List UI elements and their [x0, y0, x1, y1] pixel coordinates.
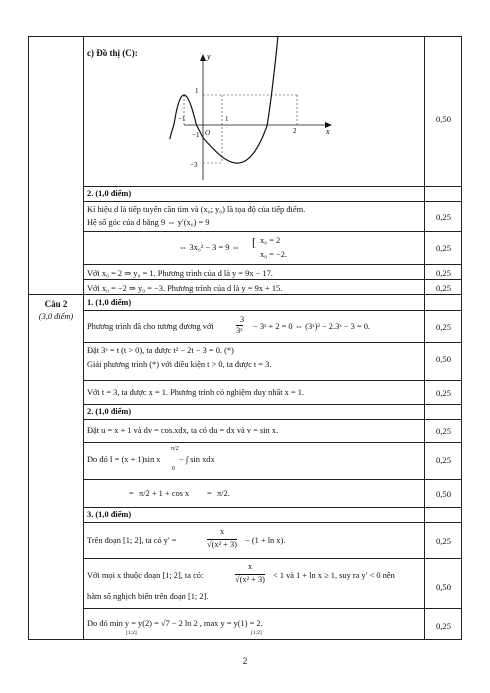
svg-text:−1: −1 [192, 131, 200, 139]
row-divider [83, 380, 461, 381]
row-divider [83, 342, 461, 343]
row-divider [83, 279, 461, 280]
score: 0,25 [435, 322, 452, 332]
score: 0,50 [435, 489, 452, 499]
question-2-3-title: 3. (1,0 điểm) [87, 510, 132, 519]
row-divider [83, 442, 461, 443]
min-subscript: [1;2] [126, 630, 137, 636]
q1-2-line1: Kí hiệu d là tiếp tuyến cần tìm và (x₀; y₀) là tọa độ của tiếp điểm. [87, 205, 306, 214]
score: 0,25 [435, 621, 452, 631]
q2-3-line3: hàm số nghịch biến trên đoạn [1; 2]. [87, 592, 209, 601]
row-divider [29, 294, 461, 295]
svg-text:−3: −3 [190, 161, 198, 169]
part-c-title: c) Đồ thị (C): [87, 48, 138, 58]
limit-bottom: 0 [172, 466, 175, 472]
svg-text:y: y [207, 52, 211, 61]
q1-2-case1: x₀ = 2 [260, 236, 281, 245]
question-1-2-title: 2. (1,0 điểm) [87, 189, 132, 198]
score: 0,25 [435, 388, 452, 398]
row-divider [83, 419, 461, 420]
q2-2-line1: Đặt u = x + 1 và dv = cos.xdx, ta có du = dx và v = sin x. [87, 426, 279, 435]
fraction-numerator: x [220, 527, 225, 536]
score: 0,50 [435, 114, 452, 124]
score: 0,25 [435, 243, 452, 253]
score: 0,25 [435, 455, 452, 465]
row-divider [83, 479, 461, 480]
score: 0,25 [435, 212, 452, 222]
svg-text:−1: −1 [178, 115, 186, 123]
q2-1-line4: Với t = 3, ta được x = 1. Phương trình có nghiệm duy nhất x = 1. [87, 388, 305, 397]
function-graph [29, 37, 463, 187]
q1-2-line5: Với x₀ = −2 ⇒ y₀ = −3. Phương trình của d là y = 9x + 15. [87, 284, 283, 293]
q2-3-line1-a: Trên đoạn [1; 2], ta có y′ = [87, 536, 177, 545]
row-divider [83, 231, 461, 232]
svg-text:x: x [326, 127, 330, 136]
q2-2-eq1: = [129, 489, 134, 498]
q1-2-line2: Hệ số góc của d bằng 9 ⇔ y′(x₀) = 9 [87, 218, 210, 227]
q2-3-line1-b: − (1 + ln x). [245, 536, 286, 545]
page-number: 2 [242, 656, 248, 666]
max-subscript: [1;2] [251, 630, 262, 636]
row-divider [83, 608, 461, 609]
row-divider [83, 558, 461, 559]
limit-top: π/2 [171, 446, 179, 452]
svg-text:1: 1 [195, 87, 199, 95]
fraction-numerator: 3 [240, 315, 245, 324]
row-divider [83, 310, 461, 311]
answer-table [28, 36, 462, 640]
q1-2-case2: x₀ = −2. [260, 250, 288, 259]
fraction-denominator: √(x² + 3) [207, 540, 237, 549]
row-divider [83, 201, 461, 202]
fraction-denominator: 3ˣ [236, 326, 243, 335]
score: 0,25 [435, 283, 452, 293]
score: 0,25 [435, 536, 452, 546]
fraction-denominator: √(x² + 3) [235, 575, 265, 584]
cau-2-points: (3,0 điểm) [38, 312, 74, 321]
q2-3-line4: Do đó min y = y(2) = √7 − 2 ln 2 , max y = y(1) = 2. [87, 619, 263, 628]
q2-3-line2-b: < 1 và 1 + ln x ≥ 1, suy ra y′ < 0 nên [273, 571, 395, 580]
q2-2-line3-b: π/2 + 1 + cos x [139, 489, 190, 498]
row-divider [83, 522, 461, 523]
question-2-1-title: 1. (1,0 điểm) [87, 298, 132, 307]
q2-3-line2-a: Với mọi x thuộc đoạn [1; 2], ta có: [87, 571, 204, 580]
cau-2-title: Câu 2 [44, 299, 68, 309]
q1-2-equation: ⇔ 3x₀² − 3 = 9 ⇔ [179, 243, 240, 252]
q1-2-line4: Với x₀ = 2 ⇒ y₀ = 1. Phương trình của d là y = 9x − 17. [87, 269, 273, 278]
row-divider [83, 264, 461, 265]
score: 0,50 [435, 354, 452, 364]
score: 0,25 [435, 268, 452, 278]
svg-text:2: 2 [293, 127, 297, 135]
score: 0,25 [435, 426, 452, 436]
q2-1-line2: Đặt 3ˣ = t (t > 0), ta được t² − 2t − 3 = 0. (*) [87, 346, 234, 355]
svg-text:O: O [205, 129, 211, 137]
svg-text:1: 1 [225, 115, 229, 123]
score: 0,50 [435, 582, 452, 592]
question-2-2-title: 2. (1,0 điểm) [87, 407, 132, 416]
row-divider [83, 404, 461, 405]
fraction-numerator: x [248, 562, 253, 571]
q2-1-line3: Giải phương trình (*) với điều kiện t > 0, ta được t = 3. [87, 360, 272, 369]
q2-2-eq2: = [207, 489, 212, 498]
row-divider [83, 507, 461, 508]
q2-2-line3-d: π/2. [217, 489, 230, 498]
q2-2-line2-a: Do đó I = (x + 1)sin x [87, 455, 161, 464]
q2-1-line1-a: Phương trình đã cho tương đương với [87, 322, 214, 331]
case-brace: [ [252, 235, 256, 249]
q2-2-line2-b: − ∫ sin xdx [179, 455, 215, 464]
q2-1-line1-b: − 3ˣ + 2 = 0 ⇔ (3ˣ)² − 2.3ˣ − 3 = 0. [253, 322, 370, 331]
